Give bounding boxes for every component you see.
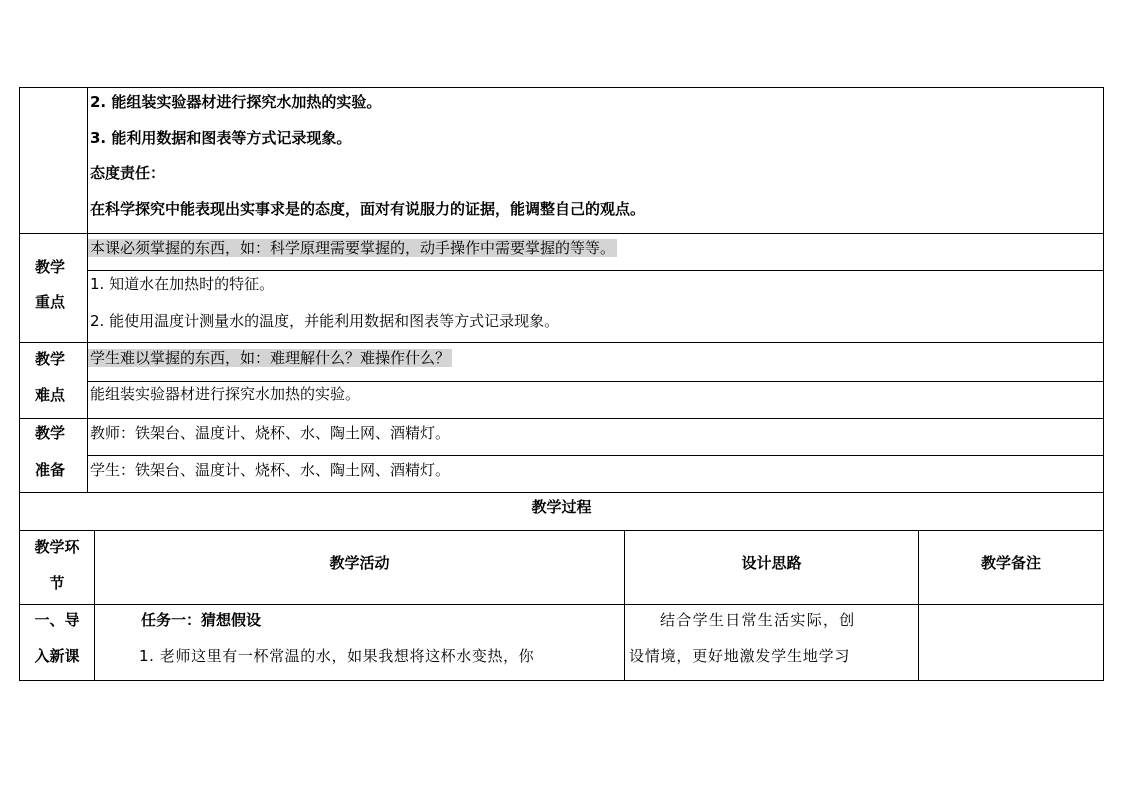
row-divider — [19, 342, 1104, 343]
preparation-student: 学生：铁架台、温度计、烧杯、水、陶土网、酒精灯。 — [90, 461, 451, 479]
preparation-teacher: 教师：铁架台、温度计、烧杯、水、陶土网、酒精灯。 — [90, 424, 451, 442]
process-title: 教学过程 — [531, 498, 592, 516]
row-divider — [19, 233, 1104, 234]
row1-task: 任务一：猜想假设 — [141, 611, 262, 629]
difficulty-item: 能组装实验器材进行探究水加热的实验。 — [90, 385, 361, 403]
header-stage-1: 教学环 — [34, 538, 80, 556]
difficulties-hint — [90, 348, 452, 368]
preparation-label-2: 准备 — [35, 461, 66, 479]
difficulties-label-2: 难点 — [35, 386, 66, 404]
row-divider — [88, 381, 1104, 382]
key-point-item-2: 2. 能使用温度计测量水的温度，并能利用数据和图表等方式记录现象。 — [90, 312, 560, 330]
row1-activity-text: 1. 老师这里有一杯常温的水，如果我想将这杯水变热，你 — [139, 647, 535, 665]
objective-line-2: 2. 能组装实验器材进行探究水加热的实验。 — [90, 93, 382, 111]
header-activity: 教学活动 — [329, 554, 390, 572]
table-border-right — [1103, 87, 1104, 681]
row1-design-line-2: 设情境，更好地激发学生地学习 — [629, 647, 851, 665]
key-points-hint-text: 本课必须掌握的东西，如：科学原理需要掌握的，动手操作中需要掌握的等等。 — [90, 239, 616, 257]
table-border-top — [19, 87, 1104, 88]
column-divider — [87, 87, 88, 493]
difficulties-label-1: 教学 — [35, 350, 66, 368]
row1-stage-1: 一、导 — [34, 611, 80, 629]
row-divider — [19, 418, 1104, 419]
row-divider — [19, 604, 1104, 605]
objective-line-3: 3. 能利用数据和图表等方式记录现象。 — [90, 129, 352, 147]
row1-design-line-1: 结合学生日常生活实际，创 — [660, 611, 856, 629]
preparation-label-1: 教学 — [35, 424, 66, 442]
row-divider — [88, 270, 1104, 271]
row-divider — [88, 455, 1104, 456]
key-points-label-1: 教学 — [35, 258, 66, 276]
row1-stage-2: 入新课 — [34, 647, 80, 665]
key-point-item-1: 1. 知道水在加热时的特征。 — [90, 275, 275, 293]
table-border-bottom — [19, 680, 1104, 681]
row-divider — [19, 492, 1104, 493]
attitude-heading: 态度责任： — [90, 164, 166, 182]
key-points-label-2: 重点 — [35, 293, 66, 311]
difficulties-hint-text: 学生难以掌握的东西，如：难理解什么？难操作什么？ — [90, 349, 451, 367]
header-stage-2: 节 — [49, 574, 65, 592]
header-design: 设计思路 — [741, 554, 802, 572]
header-notes: 教学备注 — [980, 554, 1041, 572]
attitude-text: 在科学探究中能表现出实事求是的态度，面对有说服力的证据，能调整自己的观点。 — [90, 200, 646, 218]
row-divider — [19, 530, 1104, 531]
key-points-hint — [90, 238, 617, 258]
